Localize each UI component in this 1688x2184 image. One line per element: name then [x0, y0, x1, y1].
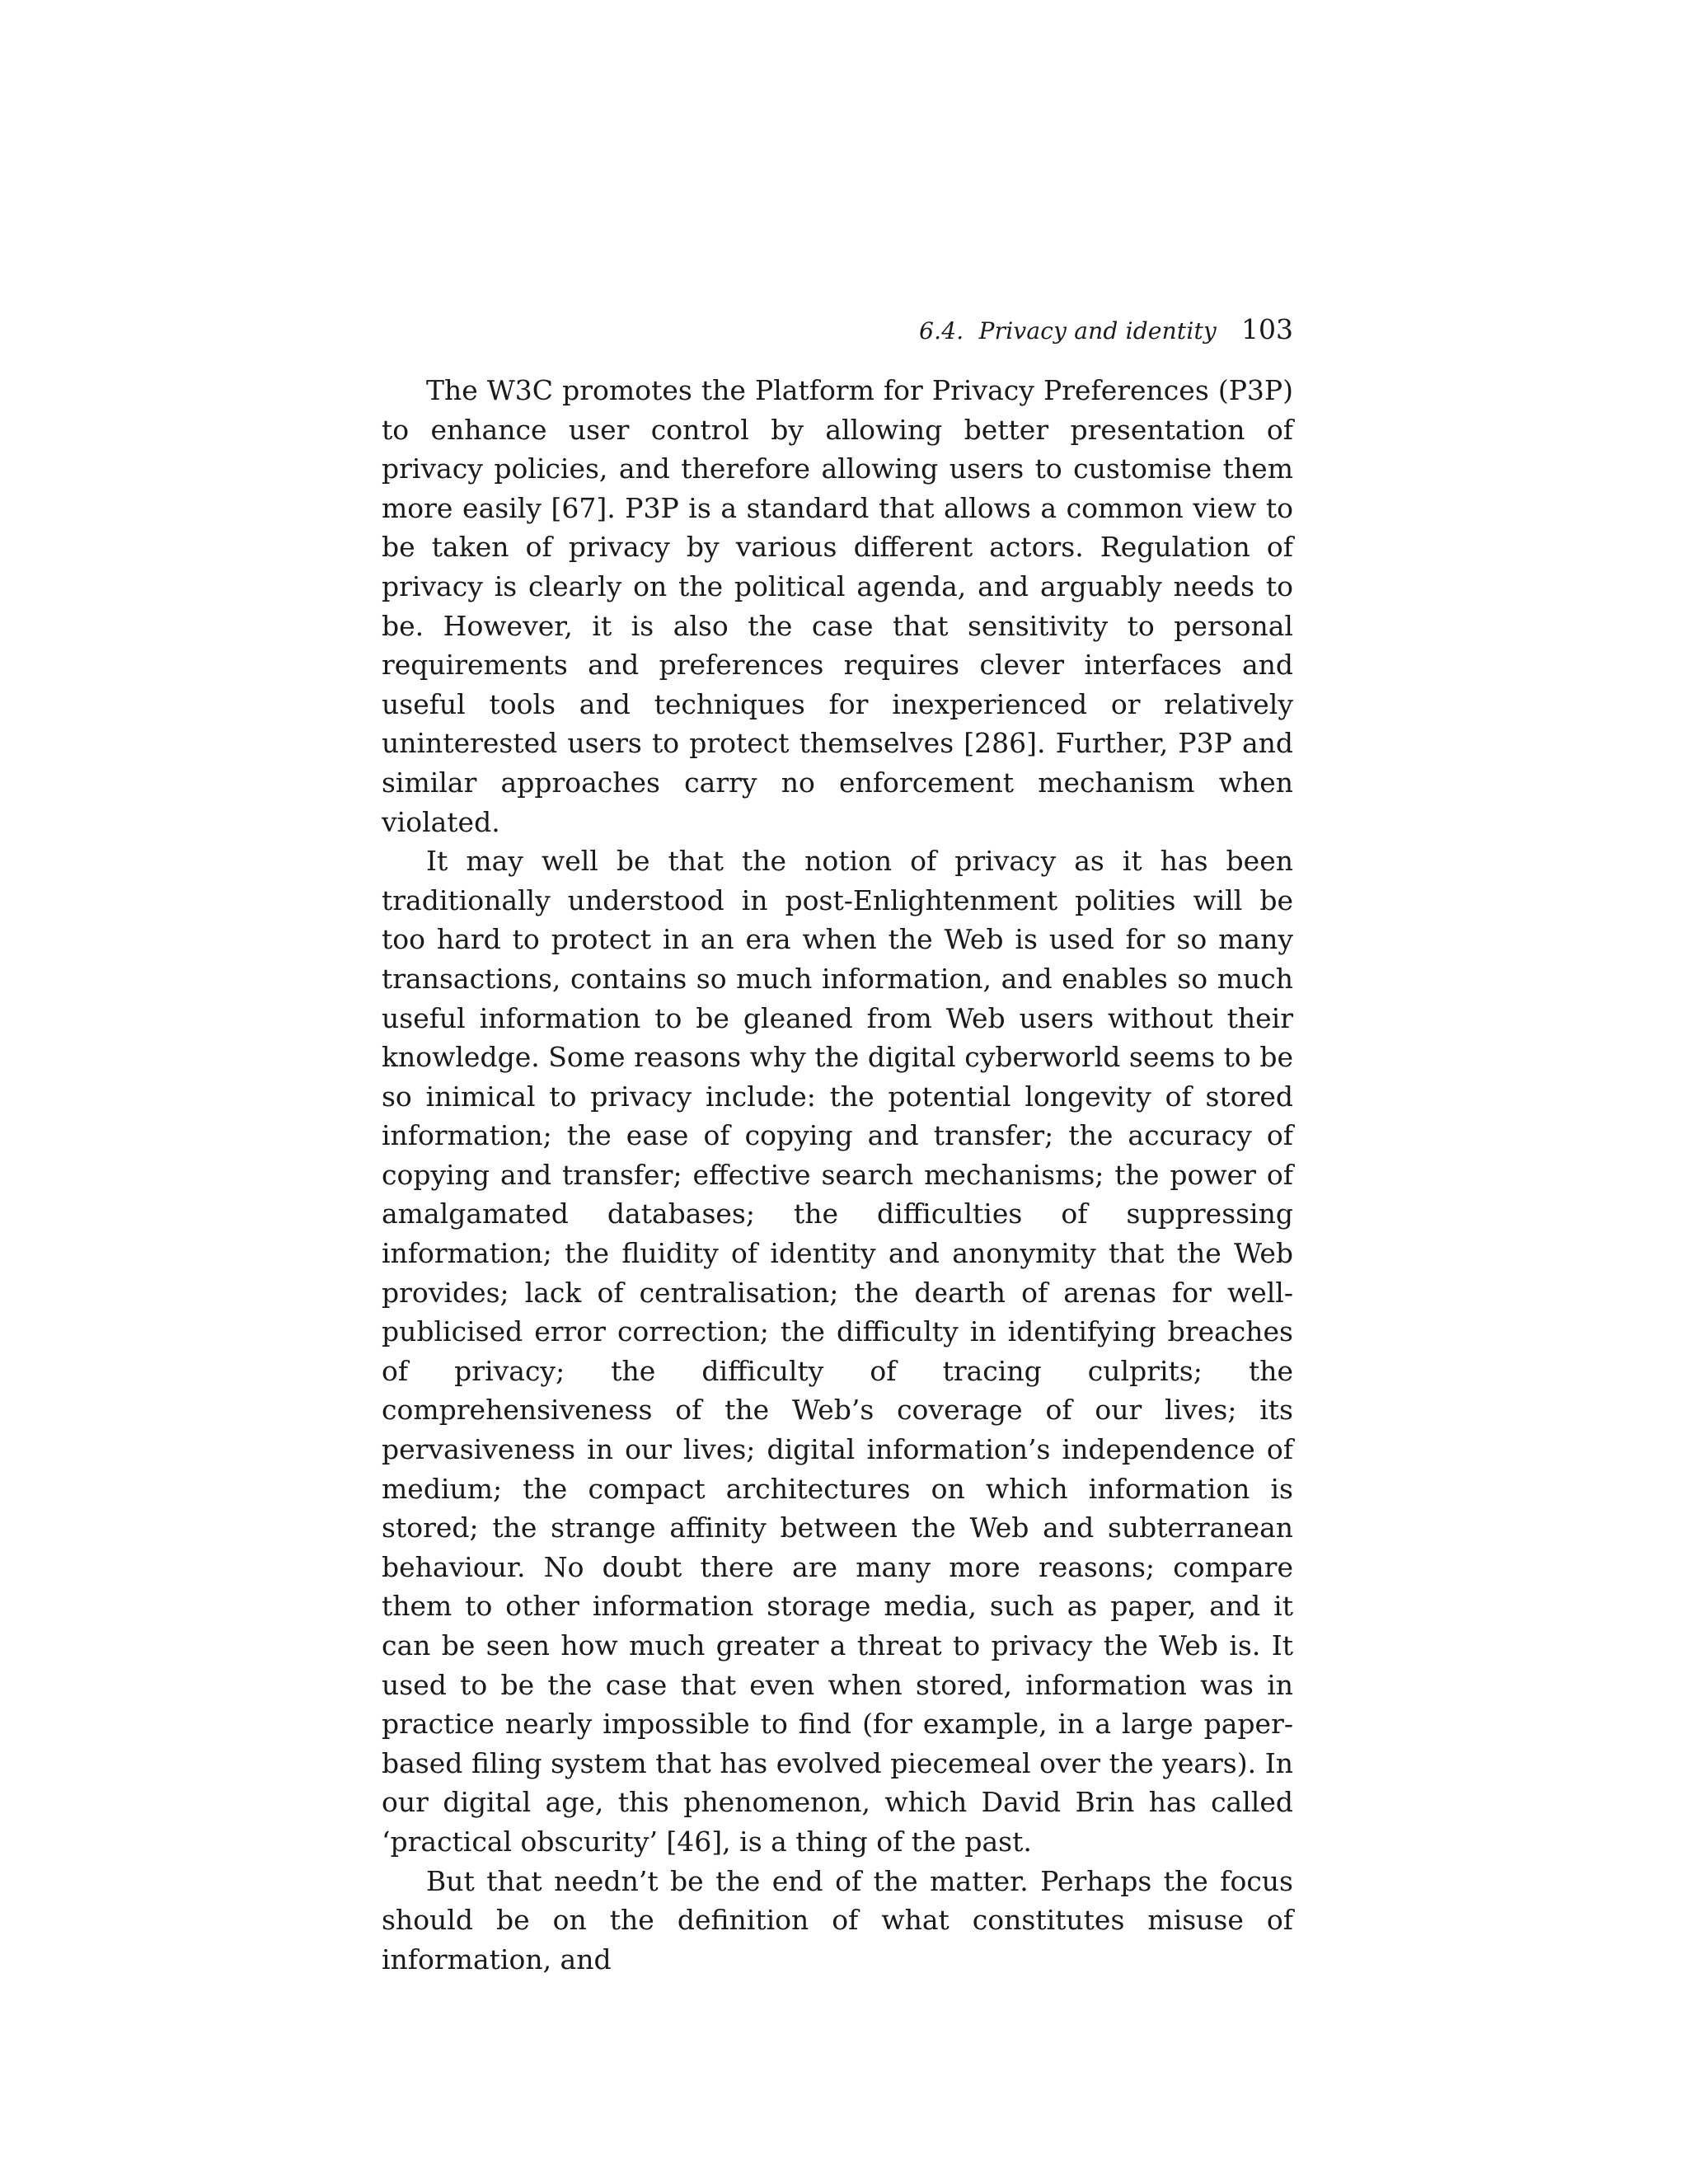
- paragraph-misuse: But that needn’t be the end of the matter. Perhaps the focus should be on the definition of what constitutes misuse of information, and: [382, 1864, 1293, 1975]
- section-number: 6.4.: [919, 317, 964, 344]
- running-header: [382, 313, 1293, 349]
- body-text: [382, 371, 1293, 1979]
- running-title: [919, 317, 1217, 344]
- book-page: [382, 313, 1293, 1979]
- page-number: 103: [1241, 313, 1293, 345]
- paragraph-p3p: The W3C promotes the Platform for Privacy Preferences (P3P) to enhance user control by allowing better presentation of privacy policies, and therefore allowing users to customise them more easily [67]. P3P is a standard that allows a common view to be taken of privacy by various different actors. Regulation of privacy is clearly on the political agenda, and arguably needs to be. However, it is also the case that sensitivity to personal requirements and preferences requires clever interfaces and useful tools and techniques for inexperienced or relatively uninterested users to protect themselves [286]. Further, P3P and similar approaches carry no enforcement mechanism when violated.: [382, 374, 1293, 838]
- paragraph-privacy-threats: It may well be that the notion of privacy as it has been traditionally understood in post-Enlightenment polities will be too hard to protect in an era when the Web is used for so many transactions, contains so much information, and enables so much useful information to be gleaned from Web users without their knowledge. Some reasons why the digital cyberworld seems to be so inimical to privacy include: the potential longevity of stored information; the ease of copying and transfer; the accuracy of copying and transfer; effective search mechanisms; the power of amalgamated databases; the difficulties of suppressing information; the fluidity of identity and anonymity that the Web provides; lack of centralisation; the dearth of arenas for well-publicised error correction; the difficulty in identifying breaches of privacy; the difficulty of tracing culprits; the comprehensiveness of the Web’s coverage of our lives; its pervasiveness in our lives; digital information’s independence of medium; the compact architectures on which information is stored; the strange affinity between the Web and subterranean behaviour. No doubt there are many more reasons; compare them to other information storage media, such as paper, and it can be seen how much greater a threat to privacy the Web is. It used to be the case that even when stored, information was in practice nearly impossible to find (for example, in a large paper-based filing system that has evolved piecemeal over the years). In our digital age, this phenomenon, which David Brin has called ‘practical obscurity’ [46], is a thing of the past.: [382, 845, 1293, 1858]
- section-title: Privacy and identity: [978, 317, 1217, 344]
